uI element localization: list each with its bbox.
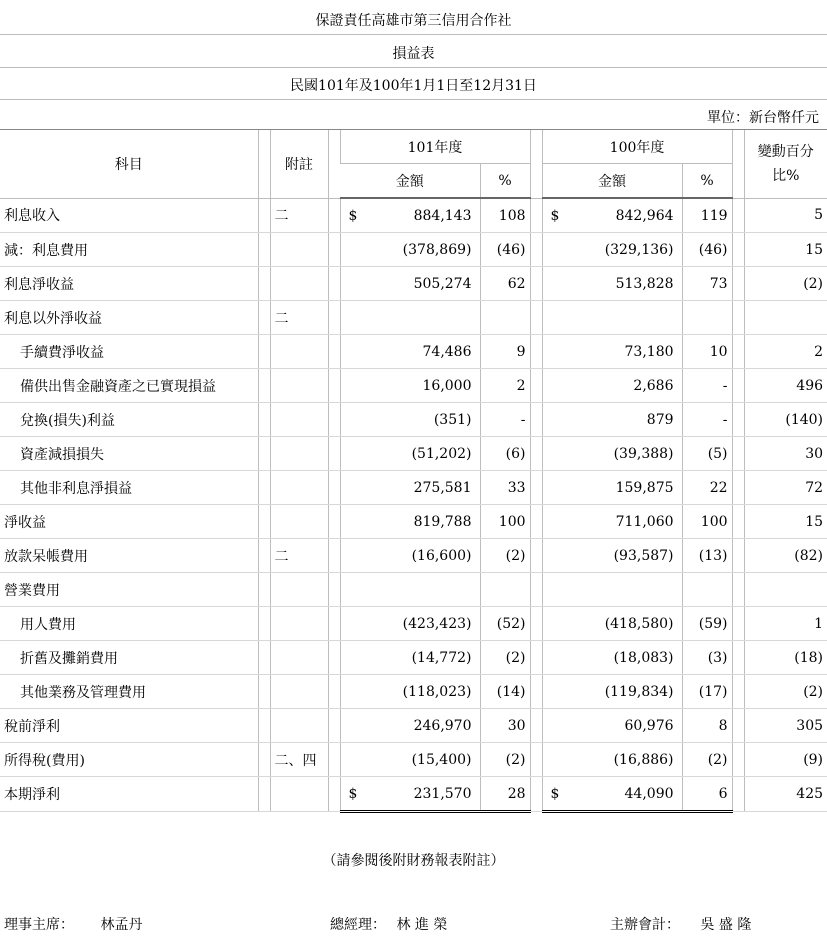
percent-2011: (46) — [682, 233, 732, 267]
change-percent: (18) — [744, 641, 827, 675]
amount-value: (423,423) — [402, 615, 472, 632]
currency-symbol: $ — [348, 207, 358, 224]
amount-2011 — [542, 505, 682, 539]
row-label: 兌換(損失)利益 — [0, 403, 258, 437]
change-percent: 72 — [744, 471, 827, 505]
row-label: 資產減損損失 — [0, 437, 258, 471]
row-note — [270, 675, 328, 709]
amount-value: 159,875 — [615, 479, 674, 496]
amount-value: (51,202) — [411, 445, 472, 462]
table-row — [0, 301, 827, 335]
amount-value: (351) — [433, 411, 472, 428]
amount-2011 — [542, 471, 682, 505]
table-row — [0, 198, 827, 233]
row-note — [270, 369, 328, 403]
change-percent: 15 — [744, 233, 827, 267]
row-label: 營業費用 — [0, 573, 258, 607]
amount-2012 — [340, 471, 480, 505]
amount-value: (14,772) — [411, 649, 472, 666]
percent-2011: 100 — [682, 505, 732, 539]
row-label: 用人費用 — [0, 607, 258, 641]
percent-2012: 100 — [480, 505, 530, 539]
amount-2011 — [542, 403, 682, 437]
amount-2011 — [542, 607, 682, 641]
percent-2011: 73 — [682, 267, 732, 301]
percent-2011: - — [682, 403, 732, 437]
percent-2011 — [682, 573, 732, 607]
accountant-name: 吳 盛 隆 — [700, 917, 752, 933]
currency-symbol: $ — [348, 785, 358, 802]
row-note: 二 — [270, 198, 328, 233]
percent-2012: - — [480, 403, 530, 437]
amount-value: (39,388) — [613, 445, 674, 462]
table-row — [0, 369, 827, 403]
percent-2011: (3) — [682, 641, 732, 675]
percent-2011: 10 — [682, 335, 732, 369]
statement-period: 民國101年及100年1月1日至12月31日 — [290, 78, 537, 94]
percent-2011: (13) — [682, 539, 732, 573]
column-header-percent: % — [480, 164, 530, 199]
column-header-amount: 金額 — [340, 164, 480, 199]
table-row — [0, 777, 827, 812]
amount-2011 — [542, 641, 682, 675]
amount-2011 — [542, 437, 682, 471]
percent-2011: (5) — [682, 437, 732, 471]
change-percent: (140) — [744, 403, 827, 437]
percent-2012: 33 — [480, 471, 530, 505]
column-header-item: 科目 — [0, 130, 258, 198]
amount-2012 — [340, 369, 480, 403]
amount-value: 879 — [646, 411, 674, 428]
amount-value: (16,600) — [411, 547, 472, 564]
row-label: 利息收入 — [0, 198, 258, 233]
row-note — [270, 505, 328, 539]
row-note — [270, 471, 328, 505]
amount-value: (18,083) — [613, 649, 674, 666]
row-note — [270, 641, 328, 675]
amount-2011 — [542, 369, 682, 403]
manager-name: 林 進 榮 — [396, 917, 448, 933]
row-note: 二、四 — [270, 743, 328, 777]
amount-value: 73,180 — [624, 343, 674, 360]
amount-2012 — [340, 777, 480, 812]
table-row — [0, 539, 827, 573]
amount-value: 231,570 — [413, 785, 472, 802]
amount-2011 — [542, 777, 682, 812]
amount-2011 — [542, 539, 682, 573]
change-percent: 15 — [744, 505, 827, 539]
change-percent: 305 — [744, 709, 827, 743]
percent-2011: (2) — [682, 743, 732, 777]
percent-2012: 62 — [480, 267, 530, 301]
row-note — [270, 403, 328, 437]
column-header-percent: % — [682, 164, 732, 199]
row-note — [270, 607, 328, 641]
percent-2011: (59) — [682, 607, 732, 641]
amount-2012 — [340, 233, 480, 267]
percent-2012: (6) — [480, 437, 530, 471]
row-label: 利息以外淨收益 — [0, 301, 258, 335]
income-statement-table — [0, 130, 827, 813]
percent-2012: (52) — [480, 607, 530, 641]
change-percent: 2 — [744, 335, 827, 369]
manager-label: 總經理： — [330, 917, 386, 933]
change-percent: 496 — [744, 369, 827, 403]
table-row — [0, 437, 827, 471]
percent-2012: 2 — [480, 369, 530, 403]
chair-signature — [4, 914, 142, 934]
row-label: 手續費淨收益 — [0, 335, 258, 369]
amount-value: 74,486 — [422, 343, 472, 360]
percent-2011 — [682, 301, 732, 335]
table-row — [0, 607, 827, 641]
percent-2012: 30 — [480, 709, 530, 743]
change-percent: (82) — [744, 539, 827, 573]
chair-label: 理事主席： — [4, 917, 74, 933]
accountant-label: 主辦會計： — [610, 917, 680, 933]
percent-2011: 8 — [682, 709, 732, 743]
row-label: 減：利息費用 — [0, 233, 258, 267]
change-percent — [744, 301, 827, 335]
amount-value: 44,090 — [624, 785, 674, 802]
table-row — [0, 675, 827, 709]
row-label: 備供出售金融資產之已實現損益 — [0, 369, 258, 403]
row-label: 放款呆帳費用 — [0, 539, 258, 573]
amount-value: 246,970 — [413, 717, 472, 734]
amount-value: 842,964 — [615, 207, 674, 224]
accountant-signature — [610, 914, 751, 934]
row-label: 所得稅(費用) — [0, 743, 258, 777]
table-row — [0, 335, 827, 369]
amount-2011 — [542, 267, 682, 301]
amount-2011 — [542, 573, 682, 607]
amount-2011 — [542, 709, 682, 743]
amount-value: (378,869) — [402, 241, 472, 258]
percent-2012: (2) — [480, 641, 530, 675]
percent-2012: (46) — [480, 233, 530, 267]
row-note — [270, 335, 328, 369]
row-label: 利息淨收益 — [0, 267, 258, 301]
amount-value: 275,581 — [413, 479, 472, 496]
amount-value: 513,828 — [615, 275, 674, 292]
table-row — [0, 505, 827, 539]
amount-value: (329,136) — [604, 241, 674, 258]
currency-symbol: $ — [550, 785, 560, 802]
percent-2012 — [480, 573, 530, 607]
percent-2011: 22 — [682, 471, 732, 505]
amount-value: (15,400) — [411, 751, 472, 768]
amount-value: (16,886) — [613, 751, 674, 768]
table-row — [0, 709, 827, 743]
percent-2012 — [480, 301, 530, 335]
amount-2012 — [340, 743, 480, 777]
amount-2012 — [340, 505, 480, 539]
change-percent: (2) — [744, 267, 827, 301]
table-body — [0, 198, 827, 812]
table-row — [0, 267, 827, 301]
footnote: （請參閱後附財務報表附註） — [322, 853, 505, 869]
row-label: 其他業務及管理費用 — [0, 675, 258, 709]
column-header-amount: 金額 — [542, 164, 682, 199]
amount-value: (93,587) — [613, 547, 674, 564]
percent-2011: - — [682, 369, 732, 403]
amount-2012 — [340, 709, 480, 743]
percent-2012: 108 — [480, 198, 530, 233]
column-header-change: 變動百分比% — [744, 130, 827, 198]
divider — [0, 67, 827, 68]
percent-2012: 28 — [480, 777, 530, 812]
amount-value: (418,580) — [604, 615, 674, 632]
amount-value: 711,060 — [615, 513, 674, 530]
currency-symbol: $ — [550, 207, 560, 224]
percent-2012: 9 — [480, 335, 530, 369]
amount-value: 819,788 — [413, 513, 472, 530]
row-label: 本期淨利 — [0, 777, 258, 812]
company-name: 保證責任高雄市第三信用合作社 — [315, 13, 512, 29]
amount-2012 — [340, 267, 480, 301]
amount-2011 — [542, 675, 682, 709]
table-row — [0, 403, 827, 437]
amount-value: (119,834) — [604, 683, 674, 700]
percent-2012: (2) — [480, 743, 530, 777]
change-percent: 30 — [744, 437, 827, 471]
percent-2012: (14) — [480, 675, 530, 709]
amount-2011 — [542, 743, 682, 777]
table-row — [0, 233, 827, 267]
amount-value: 60,976 — [624, 717, 674, 734]
row-label: 淨收益 — [0, 505, 258, 539]
unit-label: 單位：新台幣仟元 — [707, 110, 819, 126]
amount-2012 — [340, 607, 480, 641]
amount-2011 — [542, 198, 682, 233]
amount-value: 16,000 — [422, 377, 472, 394]
row-label: 折舊及攤銷費用 — [0, 641, 258, 675]
change-percent: (9) — [744, 743, 827, 777]
divider — [0, 34, 827, 35]
amount-value: 505,274 — [413, 275, 472, 292]
divider — [0, 99, 827, 100]
amount-2011 — [542, 233, 682, 267]
amount-2012 — [340, 403, 480, 437]
row-label: 稅前淨利 — [0, 709, 258, 743]
column-header-year1: 101年度 — [340, 130, 530, 164]
percent-2011: (17) — [682, 675, 732, 709]
amount-2012 — [340, 675, 480, 709]
amount-value: 884,143 — [413, 207, 472, 224]
statement-title: 損益表 — [392, 46, 435, 62]
row-note — [270, 437, 328, 471]
amount-2012 — [340, 198, 480, 233]
amount-2012 — [340, 335, 480, 369]
row-note: 二 — [270, 301, 328, 335]
change-percent — [744, 573, 827, 607]
percent-2011: 6 — [682, 777, 732, 812]
amount-2012 — [340, 641, 480, 675]
table-row — [0, 471, 827, 505]
percent-2011: 119 — [682, 198, 732, 233]
table-row — [0, 641, 827, 675]
amount-2011 — [542, 301, 682, 335]
percent-2012: (2) — [480, 539, 530, 573]
column-header-note: 附註 — [270, 130, 328, 198]
manager-signature — [330, 914, 447, 934]
row-note — [270, 233, 328, 267]
amount-2011 — [542, 335, 682, 369]
change-percent: 1 — [744, 607, 827, 641]
row-note: 二 — [270, 539, 328, 573]
amount-value: (118,023) — [402, 683, 472, 700]
row-note — [270, 709, 328, 743]
chair-name: 林孟丹 — [100, 917, 143, 933]
amount-value: 2,686 — [633, 377, 674, 394]
amount-2012 — [340, 539, 480, 573]
table-row — [0, 743, 827, 777]
change-percent: 5 — [744, 198, 827, 233]
amount-2012 — [340, 573, 480, 607]
amount-2012 — [340, 437, 480, 471]
change-percent: 425 — [744, 777, 827, 812]
row-label: 其他非利息淨損益 — [0, 471, 258, 505]
change-percent: (2) — [744, 675, 827, 709]
row-note — [270, 267, 328, 301]
row-note — [270, 777, 328, 812]
column-header-year2: 100年度 — [542, 130, 732, 164]
amount-2012 — [340, 301, 480, 335]
table-row — [0, 573, 827, 607]
row-note — [270, 573, 328, 607]
